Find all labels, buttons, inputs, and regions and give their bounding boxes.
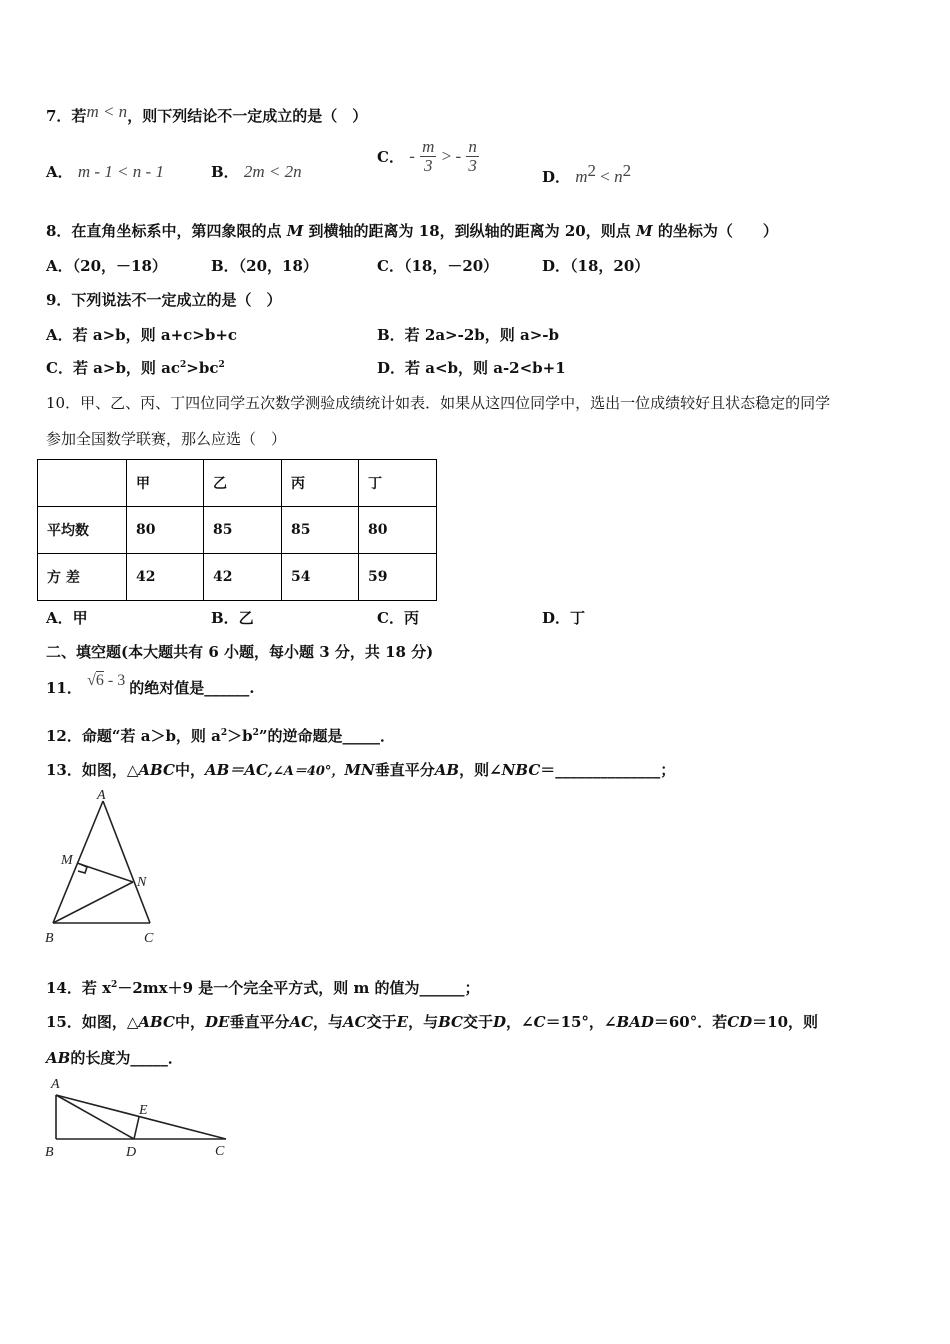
q15-l1j: ＝10，则 bbox=[752, 1013, 819, 1031]
q7-c-den1: 3 bbox=[423, 156, 433, 175]
q15-ab: AB bbox=[46, 1049, 71, 1067]
q15-c: C bbox=[533, 1013, 546, 1031]
table-cell: 42 bbox=[204, 554, 282, 601]
q15-e: E bbox=[396, 1013, 409, 1031]
q8-option-b: B．（20，18） bbox=[211, 257, 318, 275]
q13-triangle-figure bbox=[40, 785, 170, 950]
table-cell: 80 bbox=[127, 507, 204, 554]
table-cell: 85 bbox=[204, 507, 282, 554]
q15-pre: 15．如图，△ bbox=[46, 1013, 139, 1031]
table-cell: 54 bbox=[282, 554, 359, 601]
table-row bbox=[38, 554, 437, 601]
table-cell: 59 bbox=[359, 554, 437, 601]
q7-b-label: B． bbox=[211, 163, 239, 181]
q7-c-num2: n bbox=[468, 137, 477, 156]
q11-expression bbox=[87, 672, 129, 689]
q9-c-exp2: 2 bbox=[218, 360, 225, 370]
q8-option-c: C．（18，－20） bbox=[377, 257, 499, 275]
q12-pre: 12．命题“若 a＞b，则 a bbox=[46, 727, 221, 745]
q14-exp: 2 bbox=[111, 980, 118, 990]
q7-option-a bbox=[46, 161, 164, 182]
q13-eq: AB＝AC, bbox=[204, 761, 273, 779]
q7-d-m: m bbox=[575, 167, 588, 186]
segment-ad bbox=[56, 1095, 134, 1139]
q9-option-b: B．若 2a>-2b，则 a>-b bbox=[377, 326, 559, 344]
table-header-cell: 丙 bbox=[282, 460, 359, 507]
q11-radicand: 6 bbox=[95, 672, 104, 689]
q15-ac2: AC bbox=[343, 1013, 367, 1031]
q7-c-mid: > - bbox=[441, 146, 462, 166]
label-d: D bbox=[126, 1145, 137, 1160]
q9-c-exp1: 2 bbox=[180, 360, 187, 370]
q7-a-math: m - 1 < n - 1 bbox=[77, 162, 164, 181]
q12-post: ”的逆命题是_____． bbox=[258, 727, 396, 745]
q12-exp2: 2 bbox=[252, 728, 259, 738]
q15-l1g: ，∠ bbox=[506, 1013, 534, 1031]
label-c: C bbox=[144, 931, 154, 946]
label-a: A bbox=[97, 788, 106, 803]
q13-mid2: 垂直平分 bbox=[374, 761, 435, 779]
table-cell: 80 bbox=[359, 507, 437, 554]
q7-option-c bbox=[377, 138, 479, 175]
table-header-cell: 甲 bbox=[127, 460, 204, 507]
segment-bn bbox=[53, 882, 133, 923]
q15-l1i: ＝60°．若 bbox=[653, 1013, 728, 1031]
q15-post: 的长度为_____． bbox=[70, 1049, 183, 1067]
q8-point-m1: M bbox=[286, 222, 304, 240]
q11-stem bbox=[46, 672, 255, 698]
q9-c-pre: C．若 a>b，则 ac bbox=[46, 359, 181, 377]
q13-mn: MN bbox=[344, 761, 375, 779]
q12-exp1: 2 bbox=[220, 728, 228, 738]
q7-stem-post: ，则下列结论不一定成立的是（ ） bbox=[127, 107, 368, 125]
q13-mid1: 中， bbox=[174, 761, 205, 779]
q13-ab: AB bbox=[434, 761, 460, 779]
q15-stem-line2 bbox=[46, 1047, 183, 1068]
q15-triangle-figure bbox=[40, 1073, 240, 1168]
segment-de bbox=[134, 1117, 139, 1139]
q9-stem: 9．下列说法不一定成立的是（ ） bbox=[46, 291, 282, 309]
table-cell: 平均数 bbox=[38, 507, 127, 554]
q15-l1c: ，与 bbox=[313, 1013, 344, 1031]
section-title: 二、填空题(本大题共有 6 小题，每小题 3 分，共 18 分) bbox=[46, 643, 434, 661]
q7-stem-math: m < n bbox=[86, 102, 128, 121]
q13-stem bbox=[46, 759, 675, 780]
q15-l1b: 垂直平分 bbox=[229, 1013, 290, 1031]
q10-stem-line1: 10．甲、乙、丙、丁四位同学五次数学测验成绩统计如表．如果从这四位同学中，选出一位成绩较好且状态稳定的同学 bbox=[46, 394, 831, 412]
q15-bc: BC bbox=[438, 1013, 463, 1031]
q13-nbc: NBC bbox=[501, 761, 541, 779]
q14-post: －2mx＋9 是一个完全平方式，则 m 的值为______； bbox=[117, 979, 480, 997]
label-b: B bbox=[45, 931, 54, 946]
table-row bbox=[38, 507, 437, 554]
q13-angle: ∠A＝40°， bbox=[272, 764, 345, 779]
q9-option-c bbox=[46, 357, 225, 378]
table-cell: 85 bbox=[282, 507, 359, 554]
q8-stem bbox=[46, 220, 778, 241]
q13-pre: 13．如图，△ bbox=[46, 761, 139, 779]
q7-d-exp2: 2 bbox=[622, 161, 632, 180]
q13-post: ＝______________； bbox=[540, 761, 676, 779]
table-cell: 方 差 bbox=[38, 554, 127, 601]
q10-option-d: D．丁 bbox=[542, 609, 586, 627]
q7-d-lt: < bbox=[596, 167, 615, 186]
q15-d: D bbox=[493, 1013, 507, 1031]
q15-de: DE bbox=[204, 1013, 230, 1031]
q8-option-d: D．（18，20） bbox=[542, 257, 650, 275]
q7-option-b bbox=[211, 161, 302, 182]
q7-b-math: 2m < 2n bbox=[243, 162, 302, 181]
q12-mid: ＞b bbox=[227, 727, 253, 745]
q7-option-d bbox=[542, 161, 631, 187]
q15-stem-line1 bbox=[46, 1011, 818, 1032]
q7-stem bbox=[46, 102, 367, 126]
sqrt-icon: √ bbox=[87, 672, 96, 689]
q10-option-c: C．丙 bbox=[377, 609, 419, 627]
q11-label: 11． bbox=[46, 679, 82, 697]
table-header-cell: 乙 bbox=[204, 460, 282, 507]
q7-d-label: D． bbox=[542, 168, 571, 186]
q7-c-frac1 bbox=[420, 138, 436, 175]
q11-minus: - 3 bbox=[103, 672, 126, 689]
q13-abc: ABC bbox=[138, 761, 175, 779]
q15-ac: AC bbox=[289, 1013, 314, 1031]
label-n: N bbox=[137, 875, 147, 890]
table-header-cell: 丁 bbox=[359, 460, 437, 507]
q9-option-a: A．若 a>b，则 a+c>b+c bbox=[46, 326, 238, 344]
q7-c-frac2 bbox=[466, 138, 479, 175]
q13-mid3: ，则∠ bbox=[459, 761, 502, 779]
q7-c-num1: m bbox=[422, 137, 435, 156]
q15-l1f: 交于 bbox=[463, 1013, 494, 1031]
q7-c-neg: - bbox=[409, 146, 415, 166]
q15-bad: BAD bbox=[616, 1013, 654, 1031]
q15-l1a: 中， bbox=[174, 1013, 205, 1031]
q10-option-a: A．甲 bbox=[46, 609, 88, 627]
q10-stem-line2: 参加全国数学联赛，那么应选（ ） bbox=[46, 430, 287, 448]
q10-score-table bbox=[37, 459, 437, 601]
label-a: A bbox=[51, 1077, 60, 1092]
q9-c-mid: >bc bbox=[186, 359, 219, 377]
table-header-cell bbox=[38, 460, 127, 507]
label-c: C bbox=[215, 1144, 225, 1159]
q7-c-den2: 3 bbox=[468, 156, 477, 175]
q15-l1d: 交于 bbox=[366, 1013, 397, 1031]
table-cell: 42 bbox=[127, 554, 204, 601]
label-m: M bbox=[61, 853, 73, 868]
q7-a-label: A． bbox=[46, 163, 73, 181]
q7-d-exp1: 2 bbox=[587, 161, 597, 180]
q11-post: 的绝对值是______. bbox=[129, 679, 255, 697]
q8-stem-mid: 到横轴的距离为 18，到纵轴的距离为 20，则点 bbox=[308, 222, 631, 240]
q8-stem-post: 的坐标为（ ） bbox=[657, 222, 778, 240]
side-ac bbox=[103, 801, 150, 923]
q15-l1e: ，与 bbox=[408, 1013, 439, 1031]
q8-stem-pre: 8．在直角坐标系中，第四象限的点 bbox=[46, 222, 282, 240]
q10-option-b: B．乙 bbox=[211, 609, 254, 627]
q15-abc: ABC bbox=[138, 1013, 175, 1031]
table-header-row bbox=[38, 460, 437, 507]
q15-cd: CD bbox=[727, 1013, 753, 1031]
q7-c-label: C． bbox=[377, 148, 404, 166]
q14-pre: 14．若 x bbox=[46, 979, 112, 997]
label-b: B bbox=[45, 1145, 54, 1160]
q7-d-n: n bbox=[614, 167, 623, 186]
q8-point-m2: M bbox=[635, 222, 653, 240]
label-e: E bbox=[139, 1103, 148, 1118]
q9-option-d: D．若 a<b，则 a-2<b+1 bbox=[377, 359, 566, 377]
q15-l1h: ＝15°，∠ bbox=[545, 1013, 617, 1031]
q12-stem bbox=[46, 725, 395, 746]
q8-option-a: A．（20，－18） bbox=[46, 257, 167, 275]
q7-stem-pre: 7．若 bbox=[46, 107, 87, 125]
q14-stem bbox=[46, 977, 480, 998]
